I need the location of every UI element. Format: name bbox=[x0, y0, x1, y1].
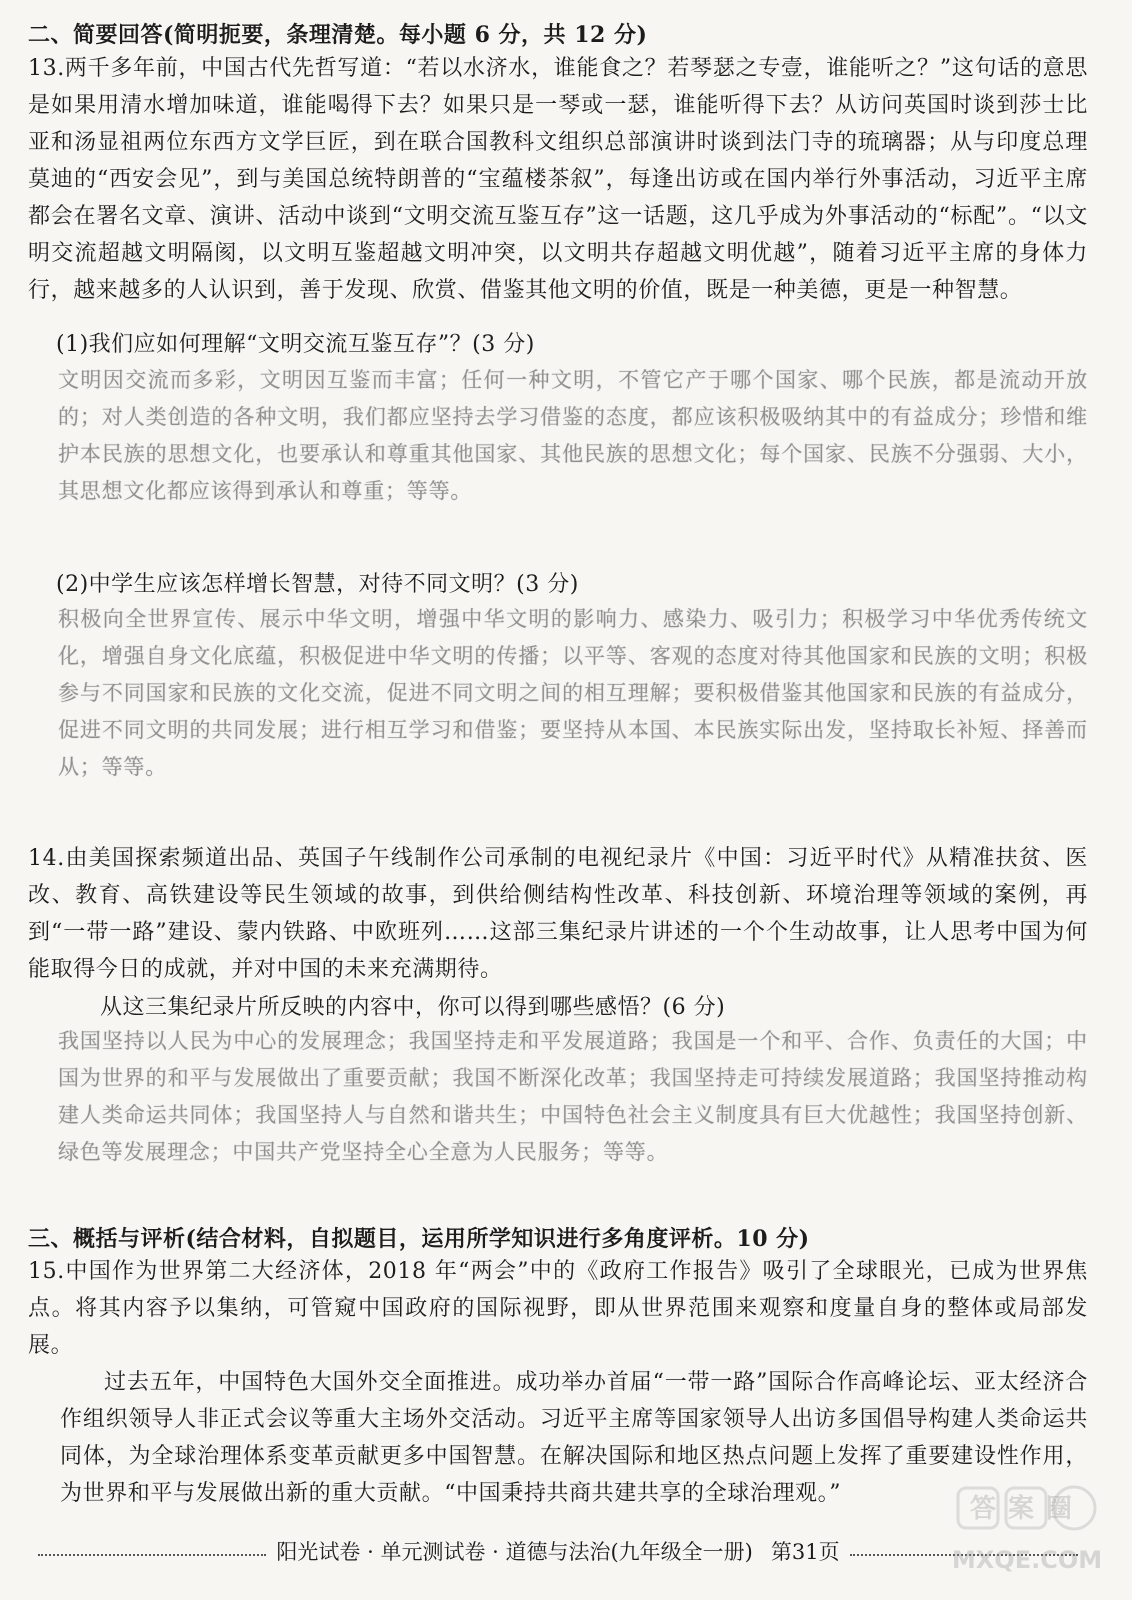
question-15-text: 15.中国作为世界第二大经济体，2018 年“两会”中的《政府工作报告》吸引了全球眼光，已成为世界焦点。将其内容予以集纳，可管窥中国政府的国际视野，即从世界范围来观察和度量自身的整体或局部发展。 bbox=[28, 1259, 1088, 1358]
answer-13-1: 文明因交流而多彩，文明因互鉴而丰富；任何一种文明，不管它产于哪个国家、哪个民族，都是流动开放的；对人类创造的各种文明，我们都应坚持去学习借鉴的态度，都应该积极吸纳其中的有益成分；珍惜和维护本民族的思想文化，也要承认和尊重其他国家、其他民族的思想文化；每个国家、民族不分强弱、大小，其思想文化都应该得到承认和尊重；等等。 bbox=[58, 368, 1088, 503]
watermark-logo-text: 答案圈 bbox=[969, 1494, 1085, 1524]
question-14-prompt: 从这三集纪录片所反映的内容中，你可以得到哪些感悟？(6 分) bbox=[100, 995, 726, 1020]
section3-heading: 三、概括与评析(结合材料，自拟题目，运用所学知识进行多角度评析。10 分) bbox=[28, 1226, 810, 1252]
question-13-text: 13.两千多年前，中国古代先哲写道：“若以水济水，谁能食之？若琴瑟之专壹，谁能听之？”这句话的意思是如果用清水增加味道，谁能喝得下去？如果只是一琴或一瑟，谁能听得下去？从访问英国时谈到莎士比亚和汤显祖两位东西方文学巨匠，到在联合国教科文组织总部演讲时谈到法门寺的琉璃器；从与印度总理莫迪的“西安会见”，到与美国总统特朗普的“宝蕴楼茶叙”，每逢出访或在国内举行外事活动，习近平主席都会在署名文章、演讲、活动中谈到“文明交流互鉴互存”这一话题，这几乎成为外事活动的“标配”。“以文明交流超越文明隔阂，以文明互鉴超越文明冲突，以文明共存超越文明优越”，随着习近平主席的身体力行，越来越多的人认识到，善于发现、欣赏、借鉴其他文明的价值，既是一种美德，更是一种智慧。 bbox=[28, 56, 1088, 303]
watermark-logo bbox=[952, 1482, 1102, 1582]
page-footer bbox=[28, 1536, 1088, 1566]
question-14-text: 14.由美国探索频道出品、英国子午线制作公司承制的电视纪录片《中国：习近平时代》从精准扶贫、医改、教育、高铁建设等民生领域的故事，到供给侧结构性改革、科技创新、环境治理等领域的案例，再到“一带一路”建设、蒙内铁路、中欧班列……这部三集纪录片讲述的一个个生动故事，让人思考中国为何能取得今日的成就，并对中国的未来充满期待。 bbox=[28, 846, 1088, 982]
watermark-url: MXQE.COM bbox=[952, 1546, 1102, 1574]
question-15-material: 过去五年，中国特色大国外交全面推进。成功举办首届“一带一路”国际合作高峰论坛、亚太经济合作组织领导人非正式会议等重大主场外交活动。习近平主席等国家领导人出访多国倡导构建人类命运共同体，为全球治理体系变革贡献更多中国智慧。在解决国际和地区热点问题上发挥了重要建设性作用，为世界和平与发展做出新的重大贡献。“中国秉持共商共建共享的全球治理观。” bbox=[60, 1370, 1088, 1506]
section2-heading: 二、简要回答(简明扼要，条理清楚。每小题 6 分，共 12 分) bbox=[28, 22, 648, 48]
answer-14: 我国坚持以人民为中心的发展理念；我国坚持走和平发展道路；我国是一个和平、合作、负责任的大国；中国为世界的和平与发展做出了重要贡献；我国不断深化改革；我国坚持走可持续发展道路；我国坚持推动构建人类命运共同体；我国坚持人与自然和谐共生；中国特色社会主义制度具有巨大优越性；我国坚持创新、绿色等发展理念；中国共产党坚持全心全意为人民服务；等等。 bbox=[58, 1029, 1088, 1164]
footer-dots-left bbox=[38, 1554, 266, 1556]
question-13-sub2: (2)中学生应该怎样增长智慧，对待不同文明？(3 分) bbox=[56, 572, 579, 597]
footer-page-number: 第31页 bbox=[770, 1540, 840, 1564]
question-13-sub1: (1)我们应如何理解“文明交流互鉴互存”？(3 分) bbox=[56, 332, 535, 357]
footer-title: 阳光试卷 · 单元测试卷 · 道德与法治(九年级全一册) bbox=[276, 1540, 753, 1564]
answer-13-2: 积极向全世界宣传、展示中华文明，增强中华文明的影响力、感染力、吸引力；积极学习中华优秀传统文化，增强自身文化底蕴，积极促进中华文明的传播；以平等、客观的态度对待其他国家和民族的文明；积极参与不同国家和民族的文化交流，促进不同文明之间的相互理解；要积极借鉴其他国家和民族的有益成分，促进不同文明的共同发展；进行相互学习和借鉴；要坚持从本国、本民族实际出发，坚持取长补短、择善而从；等等。 bbox=[58, 607, 1088, 779]
